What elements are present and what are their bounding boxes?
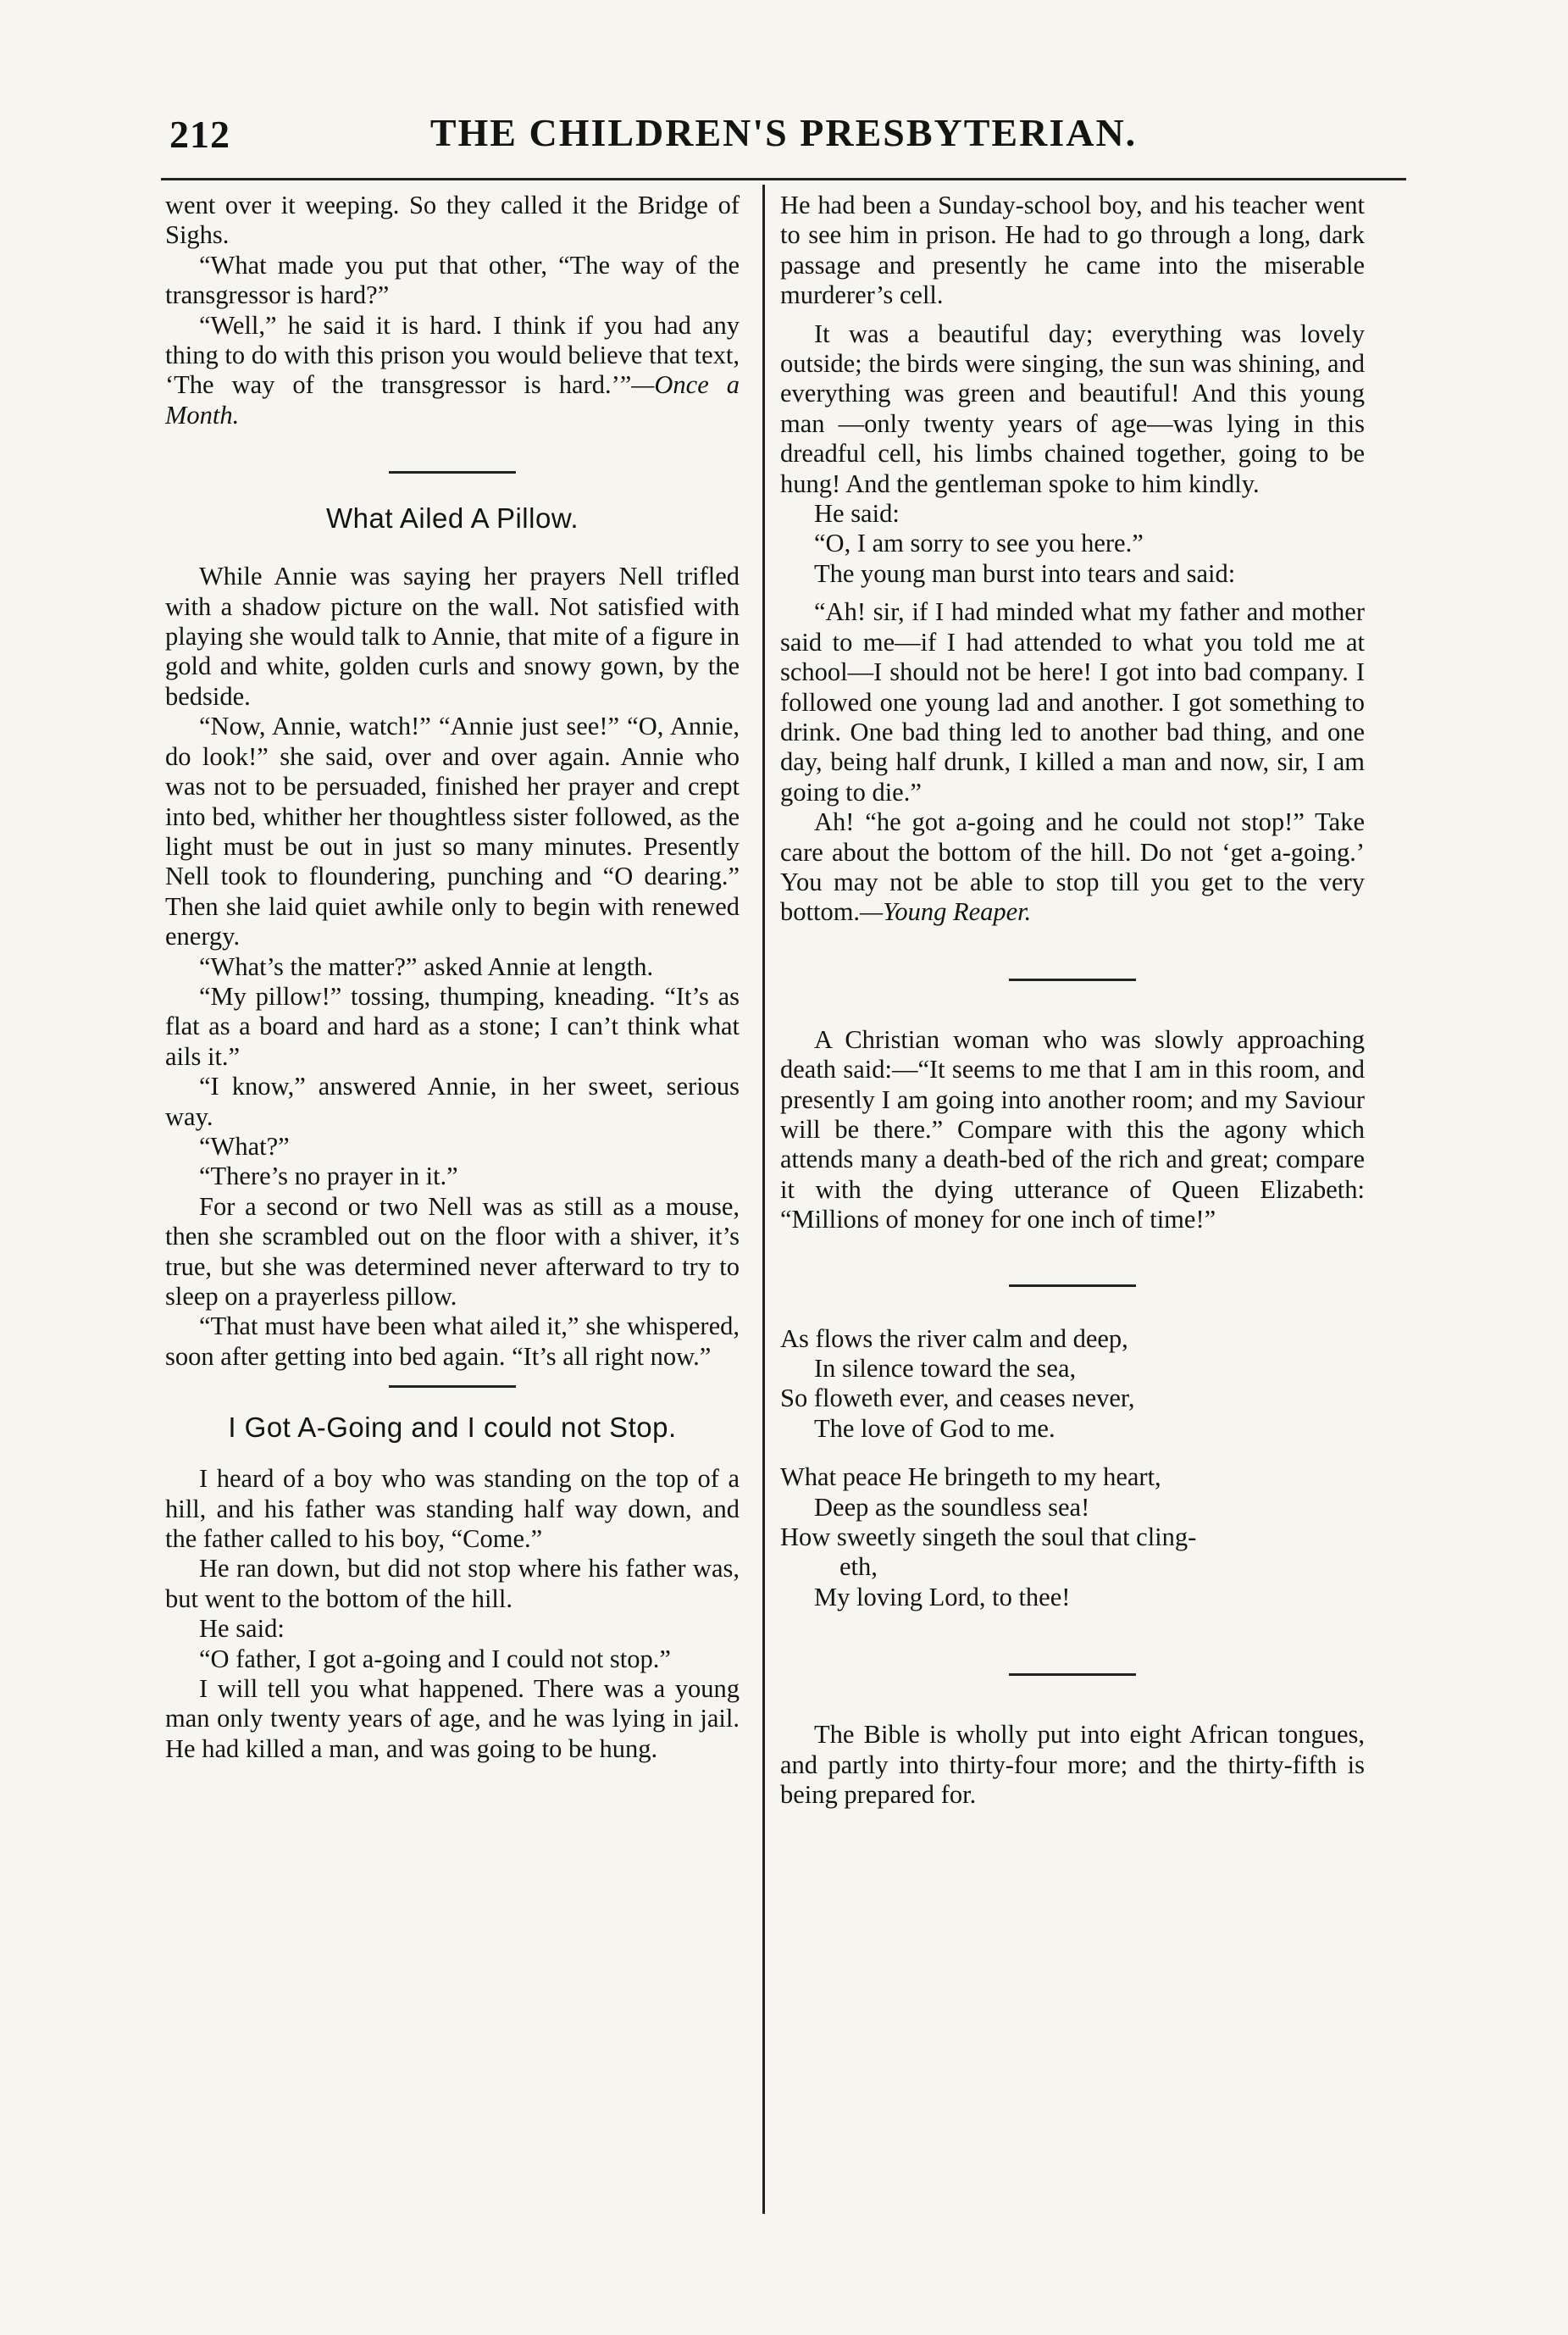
poem-line: Deep as the soundless sea! <box>814 1492 1090 1522</box>
article-paragraph: “Ah! sir, if I had minded what my father and mother said to me—if I had attended to what you told me at school—I should not be here! I got into bad company. I followed one young lad and another. I got something to drink. One bad thing led to another bad thing, and one day, being half drunk, I killed a man and now, sir, I am going to die.” <box>780 597 1365 807</box>
article-continuation-paragraph: went over it weeping. So they called it the Bridge of Sighs. <box>165 191 740 250</box>
article-title-pillow: What Ailed A Pillow. <box>326 502 579 535</box>
article-title-going: I Got A-Going and I could not Stop. <box>228 1412 677 1444</box>
article-paragraph: “I know,” answered Annie, in her sweet, serious way. <box>165 1072 740 1131</box>
page-number: 212 <box>169 113 230 156</box>
article-paragraph: Ah! “he got a-going and he could not stop!” Take care about the bottom of the hill. Do not ‘get a-going.’ You may not be able to stop till you get to the very bottom.—Young Reaper. <box>780 807 1365 927</box>
article-paragraph: “My pillow!” tossing, thumping, kneading. “It’s as flat as a board and hard as a stone; I can’t think what ails it.” <box>165 981 740 1071</box>
article-paragraph: I heard of a boy who was standing on the top of a hill, and his father was standing half way down, and the father called to his boy, “Come.” <box>165 1464 740 1554</box>
section-rule <box>389 471 516 474</box>
article-paragraph: “That must have been what ailed it,” she whispered, soon after getting into bed again. “It’s all right now.” <box>165 1312 740 1371</box>
article-paragraph: For a second or two Nell was as still as a mouse, then she scrambled out on the floor with a shiver, it’s true, but she was determined never afterward to try to sleep on a prayerless pillow. <box>165 1191 740 1311</box>
running-title: THE CHILDREN'S PRESBYTERIAN. <box>429 111 1138 154</box>
article-source: —Once a Month. <box>165 370 740 430</box>
header-rule <box>161 178 1406 180</box>
article-paragraph: “There’s no prayer in it.” <box>199 1162 458 1191</box>
article-paragraph: He had been a Sunday-school boy, and his teacher went to see him in prison. He had to go through a long, dark passage and presently he came into the miserable murderer’s cell. <box>780 191 1365 310</box>
article-paragraph: He ran down, but did not stop where his father was, but went to the bottom of the hill. <box>165 1554 740 1613</box>
article-paragraph: He said: <box>814 499 900 529</box>
article-paragraph: He said: <box>199 1614 285 1644</box>
article-paragraph: “What’s the matter?” asked Annie at length. <box>199 951 654 981</box>
article-source: —Young Reaper. <box>860 897 1032 927</box>
poem-line: The love of God to me. <box>814 1413 1055 1443</box>
bible-paragraph: The Bible is wholly put into eight African tongues, and partly into thirty-four more; and the thirty-fifth is being prepared for. <box>780 1720 1365 1810</box>
left-column <box>165 191 740 1764</box>
poem-line: What peace He bringeth to my heart, <box>780 1462 1161 1492</box>
article-paragraph: The young man burst into tears and said: <box>814 558 1236 588</box>
article-paragraph: “Now, Annie, watch!” “Annie just see!” “O, Annie, do look!” she said, over and over again. Annie who was not to be persuaded, finished her prayer and crept into bed, whither her thoughtless sister followed, as the light must be out in just so many minutes. Presently Nell took to floundering, punching and “O dearing.” Then she laid quiet awhile only to begin with renewed energy. <box>165 712 740 951</box>
section-rule <box>1009 979 1136 981</box>
poem-line: My loving Lord, to thee! <box>814 1582 1071 1611</box>
article-continuation-paragraph: “What made you put that other, “The way of the transgressor is hard?” <box>165 250 740 310</box>
poem-line: As flows the river calm and deep, <box>780 1323 1128 1353</box>
article-paragraph: “O father, I got a-going and I could not stop.” <box>199 1644 671 1673</box>
christian-woman-paragraph: A Christian woman who was slowly approaching death said:—“It seems to me that I am in this room, and presently I am going into another room; and my Saviour will be there.” Compare with this the agony which attends many a death-bed of the rich and great; compare it with the dying utterance of Queen Elizabeth: “Millions of money for one inch of time!” <box>780 1024 1365 1234</box>
article-paragraph: It was a beautiful day; everything was lovely outside; the birds were singing, the sun was shining, and everything was green and beautiful! And this young man —only twenty years of age—was lying in this dreadful cell, his limbs chained together, going to be hung! And the gentleman spoke to him kindly. <box>780 319 1365 498</box>
poem-line: In silence toward the sea, <box>814 1354 1077 1383</box>
poem-line: How sweetly singeth the soul that cling- <box>780 1522 1197 1552</box>
article-paragraph: “O, I am sorry to see you here.” <box>814 529 1144 558</box>
section-rule <box>389 1385 516 1388</box>
right-column <box>780 191 1365 1810</box>
stanza-gap <box>780 1444 1365 1462</box>
article-paragraph: I will tell you what happened. There was a young man only twenty years of age, and he was lying in jail. He had killed a man, and was going to be hung. <box>165 1674 740 1763</box>
article-paragraph: While Annie was saying her prayers Nell trifled with a shadow picture on the wall. Not satisfied with playing she would talk to Annie, that mite of a figure in gold and white, golden curls and snowy gown, by the bedside. <box>165 562 740 711</box>
page-header <box>161 103 1406 171</box>
section-rule <box>1009 1284 1136 1287</box>
article-going-body <box>165 1464 740 1764</box>
poem-line: eth, <box>839 1552 878 1582</box>
poem-line: So floweth ever, and ceases never, <box>780 1384 1135 1413</box>
article-continuation-paragraph: “Well,” he said it is hard. I think if you had any thing to do with this prison you would believe that text, ‘The way of the transgressor is hard.’”—Once a Month. <box>165 310 740 430</box>
column-divider <box>762 185 765 2214</box>
section-rule <box>1009 1673 1136 1676</box>
article-paragraph: “What?” <box>199 1131 290 1161</box>
article-pillow-body <box>165 562 740 1372</box>
poem <box>780 1324 1365 1613</box>
